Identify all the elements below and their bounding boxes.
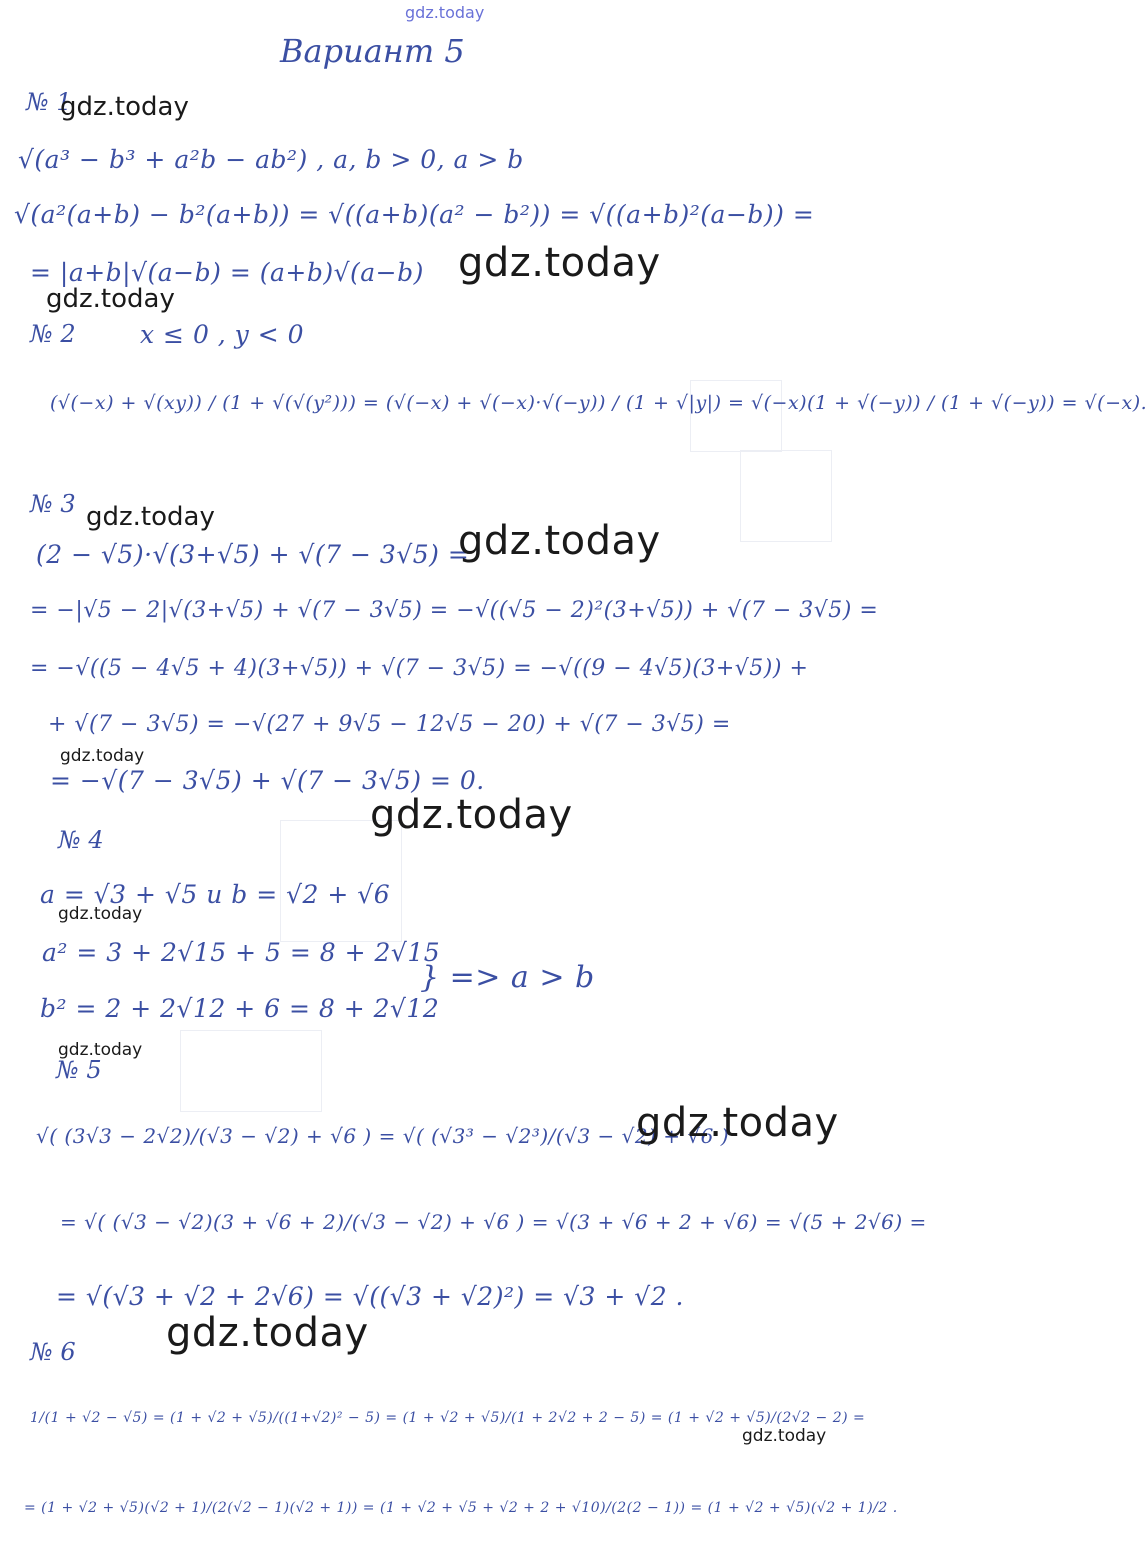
watermark: gdz.today [458, 240, 661, 286]
problem-5-line-2: = √( (√3 − √2)(3 + √6 + 2)/(√3 − √2) + √6 ) = √(3 + √6 + 2 + √6) = √(5 + 2√6) = [60, 1210, 927, 1234]
problem-6-line-1: 1/(1 + √2 − √5) = (1 + √2 + √5)/((1+√2)² − 5) = (1 + √2 + √5)/(1 + 2√2 + 2 − 5) = (1 + √2 + √5)/(2√2 − 2) = [30, 1410, 866, 1426]
problem-1-line-2: √(a²(a+b) − b²(a+b)) = √((a+b)(a² − b²)) = √((a+b)²(a−b)) = [14, 200, 815, 229]
problem-3-line-4: + √(7 − 3√5) = −√(27 + 9√5 − 12√5 − 20) + √(7 − 3√5) = [48, 712, 731, 737]
watermark: gdz.today [60, 92, 189, 122]
watermark-top: gdz.today [405, 3, 485, 22]
problem-3-line-2: = −|√5 − 2|√(3+√5) + √(7 − 3√5) = −√((√5 − 2)²(3+√5)) + √(7 − 3√5) = [30, 598, 879, 623]
problem-1-label: № 1 [26, 88, 72, 116]
watermark: gdz.today [86, 502, 215, 532]
problem-3-line-5: = −√(7 − 3√5) + √(7 − 3√5) = 0. [50, 766, 485, 795]
problem-5-line-3: = √(√3 + √2 + 2√6) = √((√3 + √2)²) = √3 + √2 . [56, 1282, 684, 1311]
watermark: gdz.today [46, 284, 175, 314]
problem-5-line-1: √( (3√3 − 2√2)/(√3 − √2) + √6 ) = √( (√3³ − √2³)/(√3 − √2) + √6 ) [36, 1124, 730, 1148]
problem-3-line-1: (2 − √5)·√(3+√5) + √(7 − 3√5) = [36, 540, 470, 569]
problem-1-line-1: √(a³ − b³ + a²b − ab²) , a, b > 0, a > b [18, 145, 524, 174]
watermark: gdz.today [58, 904, 143, 924]
problem-3-label: № 3 [30, 490, 76, 518]
faint-grid [690, 380, 782, 452]
problem-4-line-1: a = √3 + √5 и b = √2 + √6 [40, 880, 391, 909]
problem-5-label: № 5 [56, 1056, 102, 1084]
problem-1-line-3: = |a+b|√(a−b) = (a+b)√(a−b) [30, 258, 424, 287]
watermark: gdz.today [458, 518, 661, 564]
problem-4-line-3: b² = 2 + 2√12 + 6 = 8 + 2√12 [40, 994, 440, 1023]
faint-grid [180, 1030, 322, 1112]
watermark: gdz.today [370, 792, 573, 838]
faint-grid [740, 450, 832, 542]
watermark: gdz.today [636, 1100, 839, 1146]
problem-4-label: № 4 [58, 826, 104, 854]
watermark: gdz.today [166, 1310, 369, 1356]
watermark: gdz.today [58, 1040, 143, 1060]
problem-2-label: № 2 [30, 320, 76, 348]
problem-3-line-3: = −√((5 − 4√5 + 4)(3+√5)) + √(7 − 3√5) = −√((9 − 4√5)(3+√5)) + [30, 656, 809, 681]
watermark: gdz.today [742, 1426, 827, 1446]
watermark: gdz.today [60, 746, 145, 766]
problem-4-conclusion: } => a > b [420, 960, 595, 995]
problem-2-line-1: (√(−x) + √(xy)) / (1 + √(√(y²))) = (√(−x) + √(−x)·√(−y)) / (1 + √|y|) = √(−x)(1 + √(−y)) / (1 + √(−y)) = √(−x). [50, 392, 1147, 414]
problem-6-line-2: = (1 + √2 + √5)(√2 + 1)/(2(√2 − 1)(√2 + 1)) = (1 + √2 + √5 + √2 + 2 + √10)/(2(2 − 1)) = (1 + √2 + √5)(√2 + 1)/2 . [24, 1500, 898, 1516]
page-title: Вариант 5 [280, 32, 465, 70]
problem-4-line-2: a² = 3 + 2√15 + 5 = 8 + 2√15 [42, 938, 441, 967]
problem-2-condition: x ≤ 0 , y < 0 [140, 320, 305, 349]
problem-6-label: № 6 [30, 1338, 76, 1366]
